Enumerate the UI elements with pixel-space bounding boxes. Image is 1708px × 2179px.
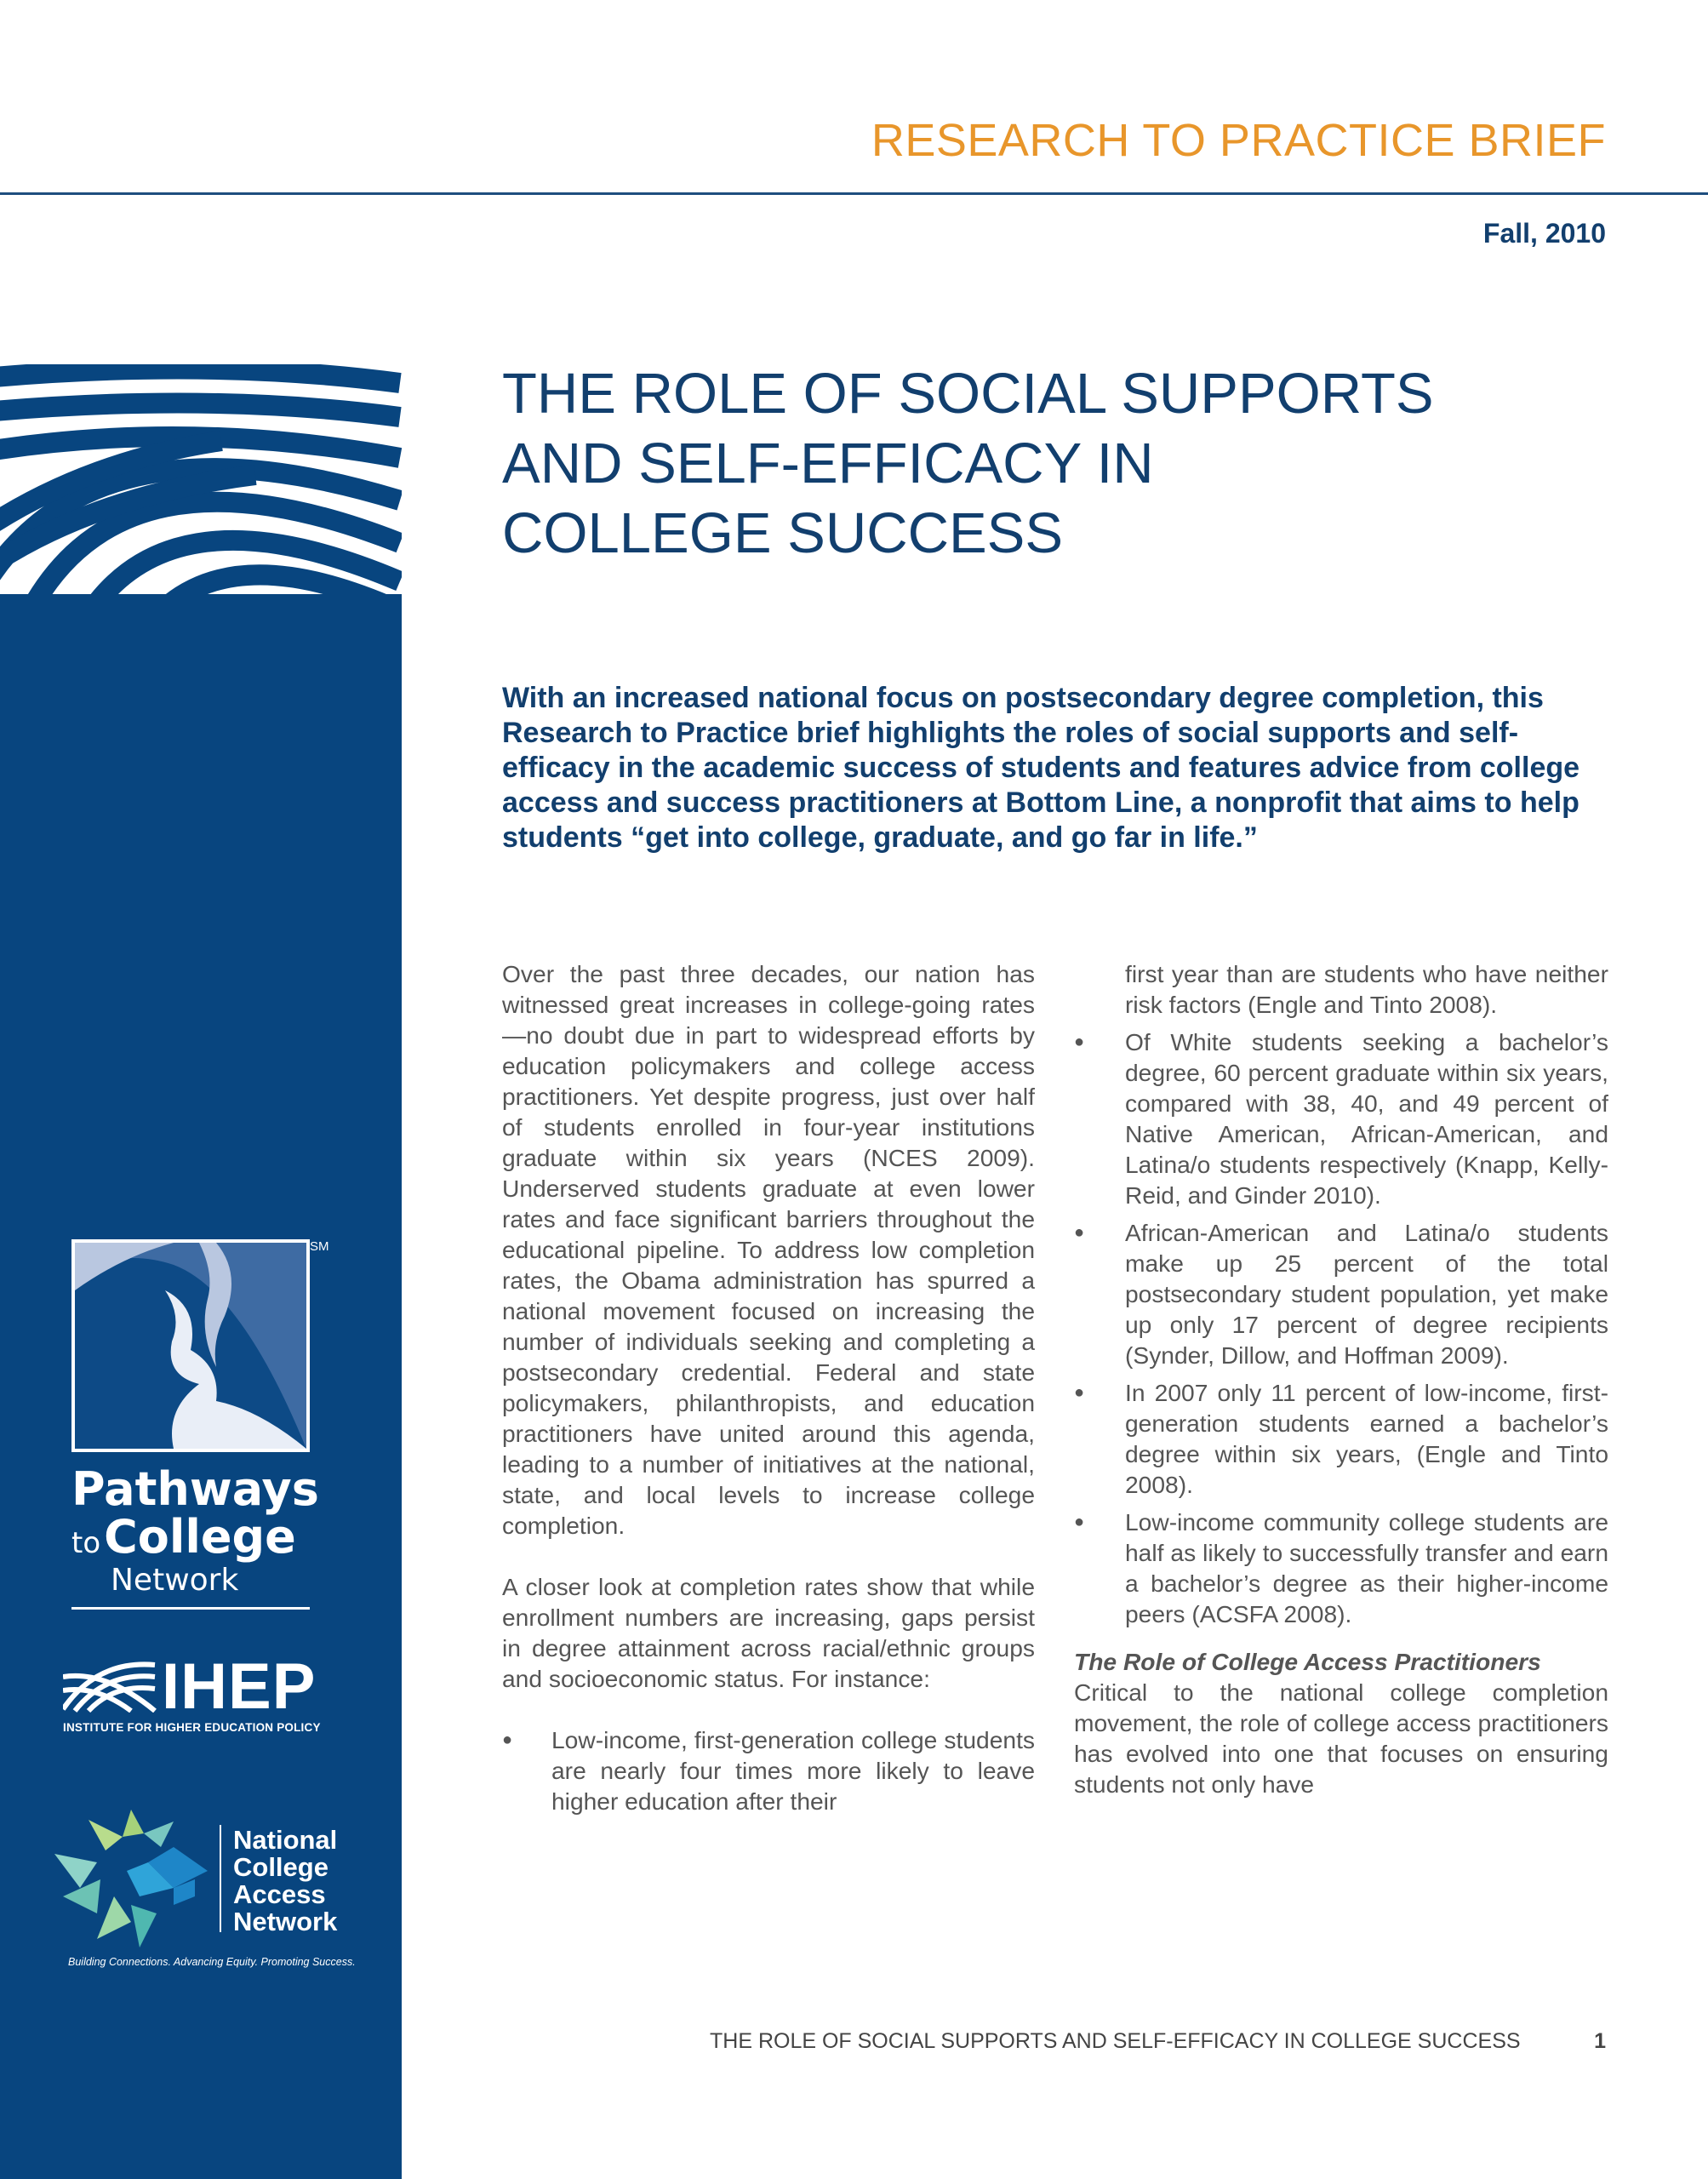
statistics-list xyxy=(1074,1027,1608,1629)
ncan-wordmark-line3: Access xyxy=(233,1879,326,1909)
body-column-left xyxy=(502,958,1035,1816)
pathways-wordmark-line3: Network xyxy=(111,1563,239,1598)
arches-decoration-icon xyxy=(0,364,402,596)
statistics-list xyxy=(502,1724,1035,1816)
section-heading: The Role of College Access Practitioners xyxy=(1074,1648,1541,1675)
document-title-line3: COLLEGE SUCCESS xyxy=(502,501,1064,565)
intro-summary: With an increased national focus on postsecondary degree completion, this Research to Practice brief highlights the roles of social supports and self-efficacy in the academic success of students and features advice from college access and success practitioners at Bottom Line, a nonprofit that aims to help students “get into college, graduate, and go far in life.” xyxy=(502,682,1580,854)
ihep-arches-icon xyxy=(63,1660,157,1713)
list-item: ● Of White students seeking a bachelor’s degree, 60 percent graduate within six years, compared with 38, 40, and 49 percent of Native American, African-American, and Latina/o students respectively (Knapp, Kelly-Reid, and Ginder 2010). xyxy=(1125,1027,1608,1210)
list-item: ● Low-income community college students are half as likely to successfully transfer and earn a bachelor’s degree as their higher-income peers (ACSFA 2008). xyxy=(1125,1507,1608,1629)
ncan-wordmark-line2: College xyxy=(233,1852,328,1882)
list-item-continuation: first year than are students who have neither risk factors (Engle and Tinto 2008). xyxy=(1125,960,1608,1018)
body-paragraph: Over the past three decades, our nation has witnessed great increases in college-going rates—no doubt due in part to widespread efforts by education policymakers and college access practitioners. Yet despite progress, just over half of students enrolled in four-year institutions graduate within six years (NCES 2009). Underserved students graduate at even lower rates and face significant barriers throughout the educational pipeline. To address low completion rates, the Obama administration has spurred a national movement focused on increasing the number of individuals seeking and completing a postsecondary credential. Federal and state policymakers, philanthropists, and education practitioners have united around this agenda, leading to a number of initiatives at the national, state, and local levels to increase college completion. xyxy=(502,960,1035,1539)
document-title-line1: THE ROLE OF SOCIAL SUPPORTS xyxy=(502,362,1434,426)
ihep-subtitle: INSTITUTE FOR HIGHER EDUCATION POLICY xyxy=(63,1721,321,1734)
service-mark: SM xyxy=(310,1239,329,1254)
ncan-wordmark-line4: Network xyxy=(233,1907,338,1936)
series-title: RESEARCH TO PRACTICE BRIEF xyxy=(871,115,1606,166)
ncan-tagline: Building Connections. Advancing Equity. Promoting Success. xyxy=(68,1956,356,1968)
page-number: 1 xyxy=(1594,2029,1606,2053)
list-item: ● African-American and Latina/o students make up 25 percent of the total postsecondary student population, yet make up only 17 percent of degree recipients (Synder, Dillow, and Hoffman 2009). xyxy=(1125,1217,1608,1370)
body-column-right xyxy=(1074,958,1608,1799)
ncan-divider xyxy=(220,1825,221,1932)
pathways-wordmark-line2 xyxy=(71,1510,310,1564)
running-footer: THE ROLE OF SOCIAL SUPPORTS AND SELF-EFFICACY IN COLLEGE SUCCESS xyxy=(710,2029,1521,2053)
pathways-underline xyxy=(71,1607,310,1610)
body-paragraph: A closer look at completion rates show that while enrollment numbers are increasing, gaps persist in degree attainment across racial/ethnic groups and socioeconomic status. For instance: xyxy=(502,1573,1035,1692)
body-paragraph: Critical to the national college completion movement, the role of college access practitioners has evolved into one that focuses on ensuring students not only have xyxy=(1074,1679,1608,1798)
header-divider xyxy=(0,192,1708,195)
list-item: ● In 2007 only 11 percent of low-income, first-generation students earned a bachelor’s degree within six years, (Engle and Tinto 2008). xyxy=(1125,1377,1608,1500)
pathways-wordmark-line1: Pathways xyxy=(71,1462,319,1516)
ihep-wordmark: IHEP xyxy=(162,1650,317,1723)
list-item: ● Low-income, first-generation college students are nearly four times more likely to leave higher education after their xyxy=(551,1724,1035,1816)
ncan-wordmark-line1: National xyxy=(233,1825,338,1855)
pathways-emblem-icon xyxy=(71,1239,310,1452)
pathways-wordmark-college: College xyxy=(104,1510,296,1564)
pathways-wordmark-to: to xyxy=(71,1526,101,1560)
publication-date: Fall, 2010 xyxy=(1482,218,1606,249)
ncan-graduation-icon xyxy=(46,1803,216,1947)
document-title-line2: AND SELF-EFFICACY IN xyxy=(502,432,1154,495)
